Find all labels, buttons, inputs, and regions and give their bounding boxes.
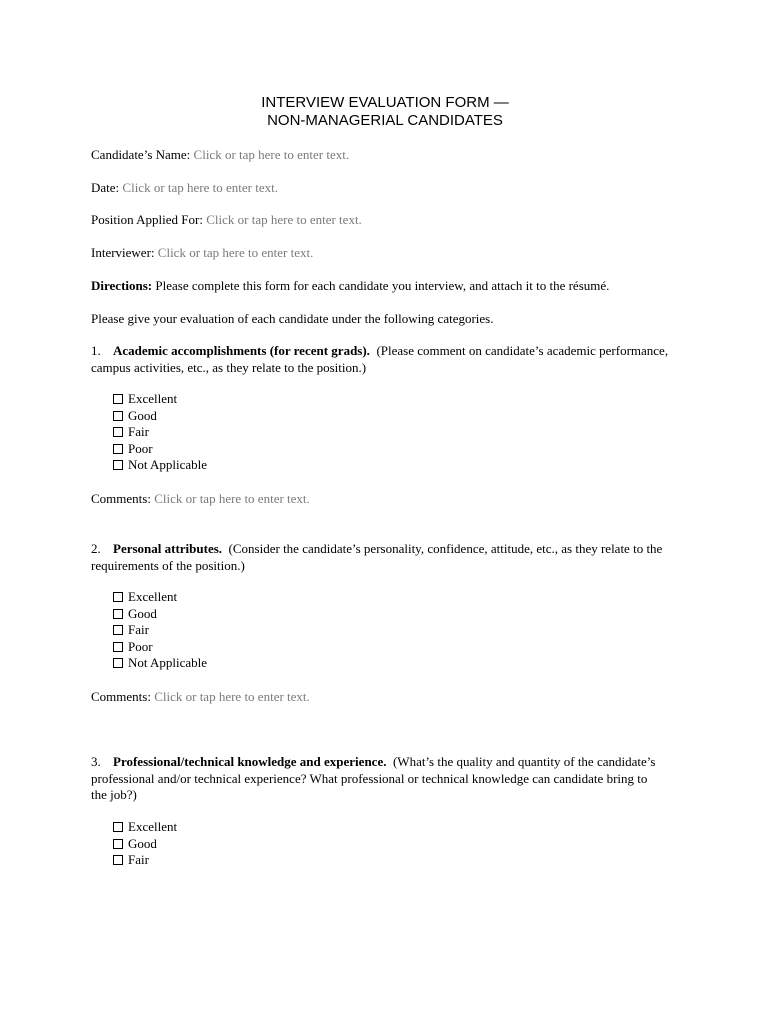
- option-label: Excellent: [128, 589, 178, 604]
- form-title-line-2: NON-MANAGERIAL CANDIDATES: [267, 112, 503, 129]
- question-2: [91, 541, 681, 574]
- question-1-text: (Please comment on candidate’s academic performance, campus activities, etc., as they relate to the position.): [91, 343, 669, 375]
- directions-text: Please complete this form for each candidate you interview, and attach it to the résumé.: [155, 278, 610, 293]
- question-1-comments-field[interactable]: Click or tap here to enter text.: [154, 491, 310, 506]
- option-excellent[interactable]: [113, 391, 207, 408]
- question-3-number: 3.: [91, 754, 101, 769]
- question-2-text: (Consider the candidate’s personality, confidence, attitude, etc., as they relate to the requirements of the position.): [91, 541, 663, 573]
- intro-paragraph: Please give your evaluation of each candidate under the following categories.: [91, 311, 494, 326]
- question-2-heading: Personal attributes.: [113, 541, 223, 556]
- option-label: Fair: [128, 622, 149, 637]
- position-row: [91, 212, 681, 228]
- question-2-comments-row: [91, 689, 681, 705]
- option-label: Good: [128, 835, 157, 851]
- option-excellent[interactable]: [113, 589, 207, 606]
- date-label: Date:: [91, 180, 120, 195]
- candidate-name-field[interactable]: Click or tap here to enter text.: [193, 147, 350, 162]
- checkbox-icon[interactable]: [113, 609, 123, 619]
- position-label: Position Applied For:: [91, 212, 203, 227]
- question-1-heading: Academic accomplishments (for recent grads).: [113, 343, 370, 358]
- question-2-number: 2.: [91, 541, 101, 556]
- question-3: [91, 754, 666, 804]
- option-label: Excellent: [128, 391, 178, 406]
- date-field[interactable]: Click or tap here to enter text.: [122, 180, 278, 195]
- option-label: Poor: [128, 440, 153, 456]
- question-3-options: [113, 819, 177, 869]
- question-2-comments-field[interactable]: Click or tap here to enter text.: [154, 689, 310, 704]
- checkbox-icon[interactable]: [113, 658, 123, 668]
- directions-paragraph: [91, 278, 681, 294]
- checkbox-icon[interactable]: [113, 460, 123, 470]
- option-fair[interactable]: [113, 424, 207, 441]
- option-label: Not Applicable: [128, 655, 208, 670]
- option-excellent[interactable]: [113, 819, 177, 836]
- candidate-name-row: [91, 147, 681, 163]
- option-fair[interactable]: [113, 622, 207, 639]
- checkbox-icon[interactable]: [113, 394, 123, 404]
- option-poor[interactable]: [113, 441, 207, 458]
- checkbox-icon[interactable]: [113, 642, 123, 652]
- option-label: Excellent: [128, 819, 178, 834]
- option-label: Good: [128, 605, 157, 621]
- option-not-applicable[interactable]: [113, 655, 207, 672]
- checkbox-icon[interactable]: [113, 625, 123, 635]
- option-good[interactable]: [113, 606, 207, 623]
- question-3-text: (What’s the quality and quantity of the candidate’s professional and/or technical experience? What professional or technical knowledge can candidate bring to the job?): [91, 754, 656, 802]
- option-label: Good: [128, 407, 157, 423]
- option-good[interactable]: [113, 408, 207, 425]
- option-good[interactable]: [113, 836, 177, 853]
- interviewer-label: Interviewer:: [91, 245, 155, 260]
- option-label: Fair: [128, 852, 149, 867]
- checkbox-icon[interactable]: [113, 839, 123, 849]
- position-field[interactable]: Click or tap here to enter text.: [206, 212, 362, 227]
- interviewer-field[interactable]: Click or tap here to enter text.: [157, 245, 314, 260]
- candidate-name-label: Candidate’s Name:: [91, 147, 191, 162]
- question-1-number: 1.: [91, 343, 101, 358]
- checkbox-icon[interactable]: [113, 592, 123, 602]
- checkbox-icon[interactable]: [113, 427, 123, 437]
- option-label: Not Applicable: [128, 457, 208, 472]
- comments-label: Comments:: [91, 491, 151, 506]
- interviewer-row: [91, 245, 681, 261]
- checkbox-icon[interactable]: [113, 411, 123, 421]
- checkbox-icon[interactable]: [113, 444, 123, 454]
- question-1-comments-row: [91, 491, 681, 507]
- form-title-line-1: INTERVIEW EVALUATION FORM —: [261, 94, 509, 111]
- date-row: [91, 180, 681, 196]
- question-1-options: [113, 391, 207, 474]
- question-3-heading: Professional/technical knowledge and experience.: [113, 754, 387, 769]
- option-label: Fair: [128, 424, 149, 439]
- option-not-applicable[interactable]: [113, 457, 207, 474]
- question-1: [91, 343, 681, 376]
- comments-label: Comments:: [91, 689, 151, 704]
- checkbox-icon[interactable]: [113, 855, 123, 865]
- checkbox-icon[interactable]: [113, 822, 123, 832]
- question-2-options: [113, 589, 207, 672]
- option-poor[interactable]: [113, 639, 207, 656]
- option-fair[interactable]: [113, 852, 177, 869]
- option-label: Poor: [128, 638, 153, 654]
- directions-label: Directions:: [91, 278, 153, 293]
